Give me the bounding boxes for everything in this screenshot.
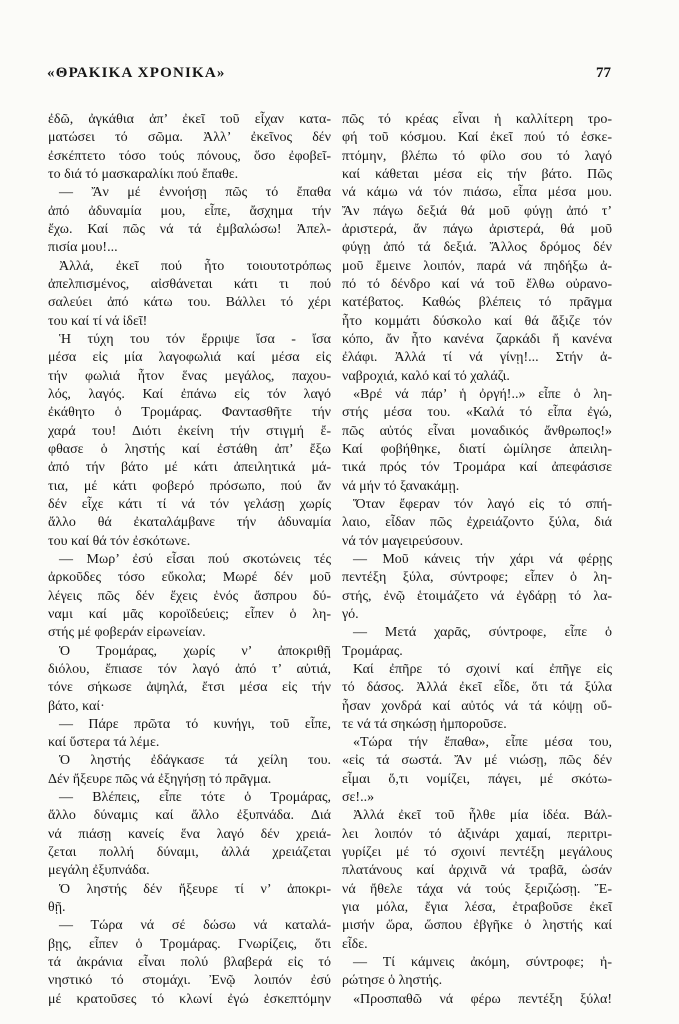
paragraph [48, 111, 331, 184]
text-line: εἶδε. [342, 936, 368, 952]
text-line: ρώτησε ὁ ληστής. [342, 973, 443, 989]
text-line: Ὁ ληστής ἐδάγκασε τά χείλη του. [59, 753, 331, 769]
text-line: εἶμαι ὅ,τι νομίζει, πάγει, μέ σκότω- [342, 771, 612, 787]
text-line: νά κάμω νά τόν πιάσω, εἶπα μέσα μου. [342, 185, 612, 201]
paragraph [342, 386, 612, 496]
text-line: — Ἄν μέ ἐννοήσῃ πῶς τό ἔπαθα [59, 185, 331, 201]
paragraph [342, 111, 612, 386]
text-line: — Μωρ’ ἐσύ εἶσαι πού σκοτώνεις τές [59, 551, 331, 567]
text-line: ναβροχιά, καλό καί τό χαλάζι. [342, 368, 510, 384]
text-line: Ὁ Τρομάρας, χωρίς ν’ ἀποκριθῇ [59, 643, 331, 659]
text-line: ἔχω. Καί πῶς νά τά ἐμβαλώσω! Ἀπελ- [48, 221, 331, 237]
journal-title: «ΘΡΑΚΙΚΑ ΧΡΟΝΙΚΑ» [47, 65, 226, 81]
text-line: τά ἀκράνια εἶναι πολύ βλαβερά εἰς τό [48, 955, 331, 971]
text-line: πισία μου!... [48, 240, 118, 256]
text-line: ματώσει τό σῶμα. Ἀλλ’ ἐκεῖνος δέν [48, 130, 331, 146]
text-line: μεγάλη ἐξυπνάδα. [48, 863, 150, 879]
text-line: νά μήν τό ξανακάμῃ. [342, 478, 460, 494]
text-line: στής μέσα του. «Καλά τό εἶπα ἐγώ, [342, 405, 612, 421]
text-line: ἄλλο δύναμις καί ἄλλο ἐξυπνάδα. Διά [48, 808, 331, 824]
text-line: — Τί κάμνεις ἀκόμη, σύντροφε; ἠ- [353, 955, 612, 971]
text-line: κόπο, ἄν ἦτο κανένα ζαρκάδι ἤ κανένα [342, 331, 612, 347]
text-line: γό. [342, 606, 359, 622]
text-line: στής μέ φοβεράν εἰρωνείαν. [48, 625, 206, 641]
text-line: — Μοῦ κάνεις τήν χάρι νά φέρῃς [353, 551, 612, 567]
paragraph [342, 661, 612, 734]
text-line: φή τοῦ κόσμου. Καί ἐκεῖ πού τό ἐσκε- [342, 130, 612, 146]
text-line: μοῦ ἔμεινε λοιπόν, παρά νά πηδήξω ἀ- [342, 258, 612, 274]
paragraph [48, 184, 331, 257]
paragraph [48, 881, 331, 918]
paragraph [48, 331, 331, 551]
text-line: Ἀλλά, ἐκεῖ πού ἦτο τοιουτοτρόπως [59, 258, 331, 274]
text-line: καί κάθεται μέσα εἰς τήν βάτο. Πῶς [342, 166, 612, 182]
text-line: Ἄν πάγω δεξιά θά μοῦ φύγῃ ἀπό τ’ [342, 203, 612, 219]
text-line: ἀπό ἀδυναμία μου, εἶπε, ἄσχημα τήν [48, 203, 331, 219]
paragraph [342, 734, 612, 807]
text-line: νά τόν μαγειρεύσουν. [342, 533, 464, 549]
text-line: ἀρκοῦδες τόσο εὔκολα; Μωρέ δέν μοῦ [48, 570, 331, 586]
text-line: για μόλα, ἔγια λέσα, ἐτραβοῦσε ἐκεῖ [342, 900, 612, 916]
text-line: ἀπό τήν βάτο μέ κάτι ἀπειλητικά μά- [48, 460, 331, 476]
text-line: του καί τί νά ἰδεῖ! [48, 313, 148, 329]
text-line: νά ἤθελε τάχα νά τούς ξεριζώσῃ. Ἔ- [342, 881, 612, 897]
paragraph [342, 954, 612, 991]
text-line: νά πιάσῃ κανείς ἕνα λαγό δέν χρειά- [48, 826, 331, 842]
text-line: πῶς τό κρέας εἶναι ἡ καλλίτερη τρο- [342, 112, 612, 127]
text-line: «Τώρα τήν ἔπαθα», εἶπε μέσα του, [353, 735, 612, 751]
paragraph [48, 258, 331, 331]
text-line: τια, μέ κάτι φοβερό πρόσωπο, πού ἄν [48, 478, 331, 494]
text-line: φθασε ὁ ληστής καί ἐστάθη ἀπ’ ἔξω [48, 441, 331, 457]
text-line: γυρίζει μέ τό σχοινί πεντέξη μεγάλους [342, 845, 612, 861]
text-line: λέγεις πῶς δέν ἔχεις ἑνός ἄσπρου δύ- [48, 588, 331, 604]
paragraph [342, 807, 612, 954]
text-line: μέσα εἰς μία λαγοφωλιά καί μέσα εἰς [48, 350, 331, 366]
text-line: ἄλλο θά ἐκαταλάμβανε τήν ἀδυναμία [48, 515, 331, 531]
text-line: ἀπελπισμένος, αἰσθάνεται κάτι τι πού [48, 276, 331, 292]
text-line: χαρά του! Διότι ἐκείνη τήν στιγμή ἔ- [48, 423, 331, 439]
text-line: Δέν ἤξευρε πῶς νά ἐξηγήσῃ τό πρᾶγμα. [48, 771, 272, 787]
text-line: σαλεύει ἀπό κάτω του. Βάλλει τό χέρι [48, 295, 331, 311]
text-line: ἦσαν χονδρά καί αὐτός νά τά κόψῃ οὔ- [342, 698, 612, 714]
text-line: δέν εἶχε κάτι τί νά τόν γελάσῃ χωρίς [48, 496, 331, 512]
paragraph [342, 496, 612, 551]
text-line: του καί θά τόν ἐσκότωνε. [48, 533, 191, 549]
text-line: πῶς αὐτός εἶναι μοναδικός ἄνθρωπος!» [342, 423, 612, 439]
text-line: «εἰς τά σωστά. Ἄν μέ νιώσῃ, πῶς δέν [342, 753, 612, 769]
paragraph [48, 917, 331, 1009]
text-line: Τρομάρας. [342, 643, 403, 659]
text-line: — Μετά χαρᾶς, σύντροφε, εἶπε ὁ [353, 625, 612, 641]
text-line: ἦτο κομμάτι δύσκολο καί θά ἄξιζε τόν [342, 313, 612, 329]
text-line: Καί ἐπῆρε τό σχοινί καί ἐπῆγε εἰς [353, 661, 612, 677]
paragraph [48, 716, 331, 753]
text-line: βάτο, καί· [48, 698, 105, 714]
text-line: νηστικό τό στομάχι. Ἐνῷ λοιπόν ἐσύ [48, 973, 331, 989]
text-line: λός, λαγός. Καί ἐπάνω εἰς τόν λαγό [48, 386, 331, 402]
text-line: μισήν ὥρα, ὥσπου ἐβγῆκε ὁ ληστής καί [342, 918, 612, 934]
text-line: λει λοιπόν τό ἀξινάρι χαμαί, περιτρι- [342, 826, 612, 842]
text-line: ἐσκέπτετο τόσο τούς πόνους, ὅσο ἐφοβεῖ- [48, 148, 331, 164]
text-line: Ὅταν ἔφεραν τόν λαγό εἰς τό σπή- [353, 496, 612, 512]
text-line: τήν φωλιά ἦτον ἕνας μεγάλος, παχου- [48, 368, 331, 384]
paragraph [48, 551, 331, 643]
text-column-left [48, 111, 331, 1009]
text-line: ζεται πολλή δύναμι, ἀλλά χρειάζεται [48, 845, 331, 861]
text-column-right [342, 111, 612, 1009]
text-line: πτόμην, βλέπω τό φίλο σου τό λαγό [342, 148, 612, 164]
text-line: — Βλέπεις, εἶπε τότε ὁ Τρομάρας, [59, 790, 331, 806]
text-line: ναμι καί μᾶς κοροϊδεύεις; εἶπεν ὁ λη- [48, 606, 331, 622]
text-line: βῃς, εἶπεν ὁ Τρομάρας. Γνωρίζεις, ὅτι [48, 936, 331, 952]
text-line: «Βρέ νά πάρ’ ἡ ὀργή!..» εἶπε ὁ λη- [353, 386, 612, 402]
text-line: ἐδῶ, ἀγκάθια ἀπ’ ἐκεῖ τοῦ εἶχαν κατα- [48, 112, 331, 127]
text-line: — Πάρε πρῶτα τό κυνήγι, τοῦ εἶπε, [59, 716, 331, 732]
text-line: τόνε σήκωσε ἀψηλά, ἔτσι μέσα εἰς τήν [48, 680, 331, 696]
text-line: ἐκάθητο ὁ Τρομάρας. Φαντασθῆτε τήν [48, 405, 331, 421]
text-line: κατέβατος. Καθώς βλέπεις τό πρᾶγμα [342, 295, 612, 311]
paragraph [48, 643, 331, 716]
paragraph [342, 991, 612, 1009]
text-line: πεντέξη ξύλα, σύντροφε; εἶπεν ὁ λη- [342, 570, 612, 586]
text-line: Ἡ τύχη του τόν ἔρριψε ἴσα - ἴσα [59, 331, 331, 347]
text-line: πό τό δένδρο καί νά τοῦ ἔλθω οὐρανο- [342, 276, 612, 292]
text-line: τε νά τά σηκώσῃ ἠμποροῦσε. [342, 716, 507, 732]
paragraph [342, 624, 612, 661]
text-line: Καί φοβήθηκε, διατί ὡμίλησε ἀπειλη- [342, 441, 612, 457]
text-line: φύγῃ ἀπό τά δεξιά. Ἄλλος δρόμος δέν [342, 240, 612, 256]
text-line: το διά τό μασκαραλίκι πού ἔπαθε. [48, 166, 239, 182]
text-line: Ἀλλά ἐκεῖ τοῦ ἦλθε μία ἰδέα. Βάλ- [353, 808, 612, 824]
text-line: μέ κρατοῦσες τό κλωνί ἐγώ ἐσκεπτόμην [48, 991, 331, 1007]
text-line: σε!..» [342, 790, 375, 806]
paragraph [48, 789, 331, 881]
text-line: καί ὕστερα τά λέμε. [48, 735, 160, 751]
paragraph [342, 551, 612, 624]
text-line: τό δάσος. Ἀλλά ἐκεῖ εἶδε, ὅτι τά ξύλα [342, 680, 612, 696]
text-line: ἐλάφι. Ἀλλά τί νά γίνῃ!... Στήν ἀ- [342, 350, 612, 366]
text-line: «Προσπαθῶ νά φέρω πεντέξη ξύλα! [353, 991, 612, 1007]
text-line: — Τώρα νά σέ δώσω νά καταλά- [59, 918, 331, 934]
text-line: θῇ. [48, 900, 66, 916]
paragraph [48, 752, 331, 789]
text-line: πλατάνους καί ἀρχινᾶ νά τραβᾶ, ὡσάν [342, 863, 612, 879]
text-line: λαιο, εἶδαν πῶς ἐχρειάζοντο ξύλα, διά [342, 515, 612, 531]
page-number: 77 [596, 65, 611, 81]
text-line: τικά πρός τόν Τρομάρα καί ἀπεφάσισε [342, 460, 612, 476]
text-line: ἀριστερά, ἄν πάγω ἀριστερά, θά μοῦ [342, 221, 612, 237]
text-line: στής, ἐνῷ ἑτοιμάζετο νά ἐγδάρῃ τό λα- [342, 588, 612, 604]
text-line: Ὁ ληστής δέν ἤξευρε τί ν’ ἀποκρι- [59, 881, 331, 897]
text-line: διόλου, ἔπιασε τόν λαγό ἀπό τ’ αὐτιά, [48, 661, 331, 677]
